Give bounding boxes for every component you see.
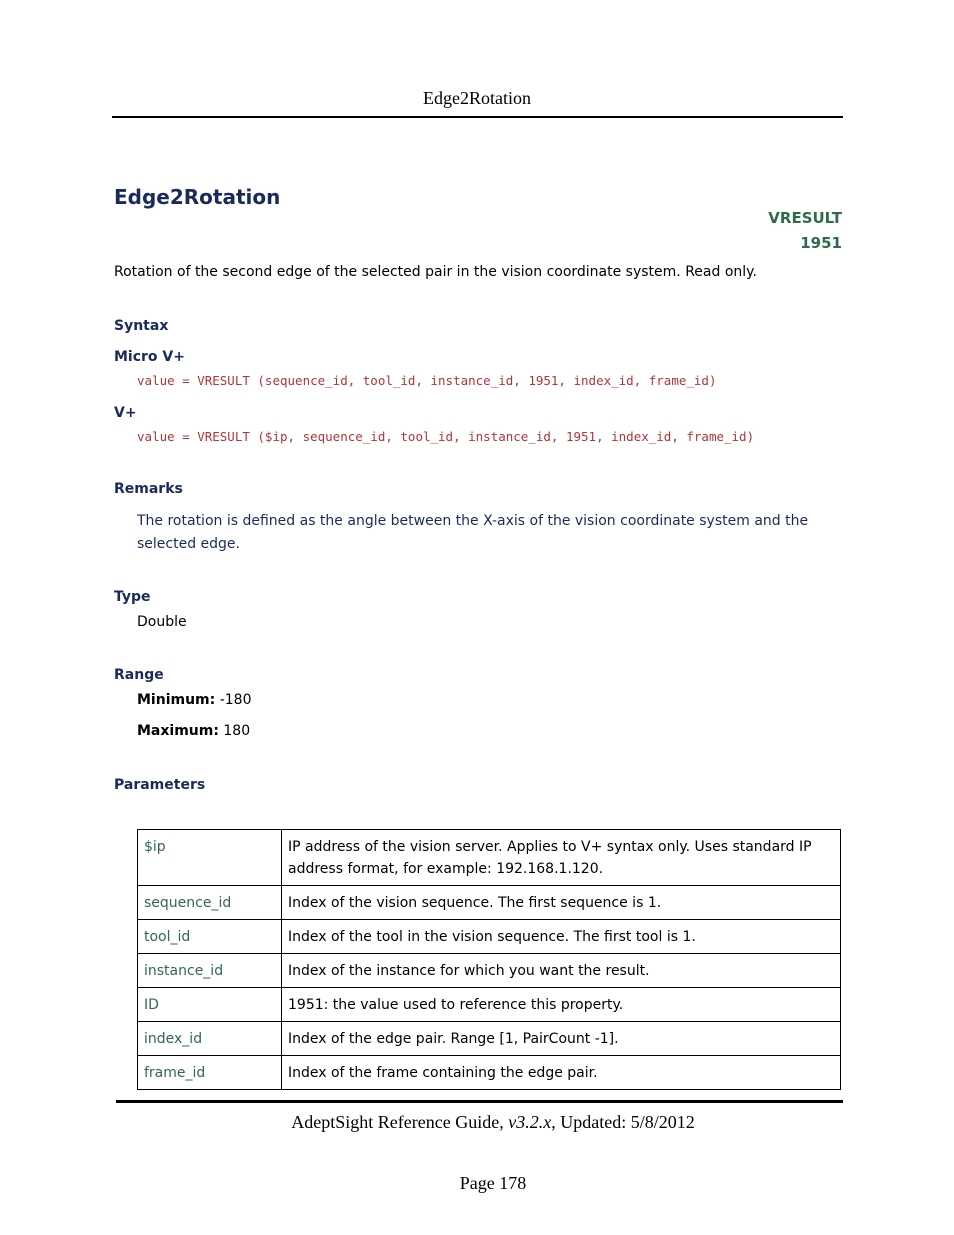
parameters-heading: Parameters [114, 777, 206, 793]
param-name: instance_id [138, 954, 282, 988]
param-name: ID [138, 988, 282, 1022]
type-heading: Type [114, 589, 151, 605]
maximum-value: 180 [218, 723, 251, 739]
vresult-id: 1951 [800, 234, 842, 252]
param-description: 1951: the value used to reference this property. [282, 988, 841, 1022]
param-description: Index of the frame containing the edge pair. [282, 1056, 841, 1090]
table-row [138, 1056, 841, 1090]
param-description: Index of the instance for which you want the result. [282, 954, 841, 988]
page-number: Page 178 [459, 1173, 527, 1193]
table-row [138, 954, 841, 988]
param-name: tool_id [138, 920, 282, 954]
description: Rotation of the second edge of the selected pair in the vision coordinate system. Read only. [114, 264, 757, 280]
param-description: Index of the edge pair. Range [1, PairCount -1]. [282, 1022, 841, 1056]
parameters-table [137, 829, 841, 1090]
maximum-label: Maximum: [137, 723, 219, 739]
footer-rule [116, 1100, 843, 1103]
minimum-label: Minimum: [137, 692, 216, 708]
range-maximum [137, 723, 250, 739]
page-title: Edge2Rotation [114, 185, 281, 209]
micro-vplus-label: Micro V+ [114, 349, 185, 365]
guide-name: AdeptSight Reference Guide [291, 1112, 500, 1132]
micro-vplus-code: value = VRESULT (sequence_id, tool_id, instance_id, 1951, index_id, frame_id) [137, 373, 717, 388]
range-minimum [137, 692, 251, 708]
syntax-heading: Syntax [114, 318, 169, 334]
param-name: $ip [138, 830, 282, 886]
vplus-label: V+ [114, 405, 137, 421]
minimum-value: -180 [215, 692, 252, 708]
param-name: sequence_id [138, 886, 282, 920]
param-description: Index of the vision sequence. The first sequence is 1. [282, 886, 841, 920]
table-row [138, 988, 841, 1022]
table-row [138, 886, 841, 920]
vresult-label: VRESULT [768, 209, 842, 227]
table-row [138, 920, 841, 954]
param-name: frame_id [138, 1056, 282, 1090]
running-header: Edge2Rotation [423, 88, 531, 108]
table-row [138, 830, 841, 886]
table-row [138, 1022, 841, 1056]
type-value: Double [137, 614, 187, 630]
remarks-text: The rotation is defined as the angle between the X-axis of the vision coordinate system and the selected edge. [137, 513, 809, 552]
remarks-heading: Remarks [114, 481, 183, 497]
param-name: index_id [138, 1022, 282, 1056]
guide-version: , v3.2.x [499, 1112, 552, 1132]
range-heading: Range [114, 667, 164, 683]
guide-updated: , Updated: 5/8/2012 [551, 1112, 695, 1132]
vplus-code: value = VRESULT ($ip, sequence_id, tool_id, instance_id, 1951, index_id, frame_id) [137, 429, 755, 444]
param-description: IP address of the vision server. Applies to V+ syntax only. Uses standard IP address format, for example: 192.168.1.120. [282, 830, 841, 886]
header-rule [112, 116, 843, 118]
footer-text [0, 1112, 954, 1133]
param-description: Index of the tool in the vision sequence. The first tool is 1. [282, 920, 841, 954]
